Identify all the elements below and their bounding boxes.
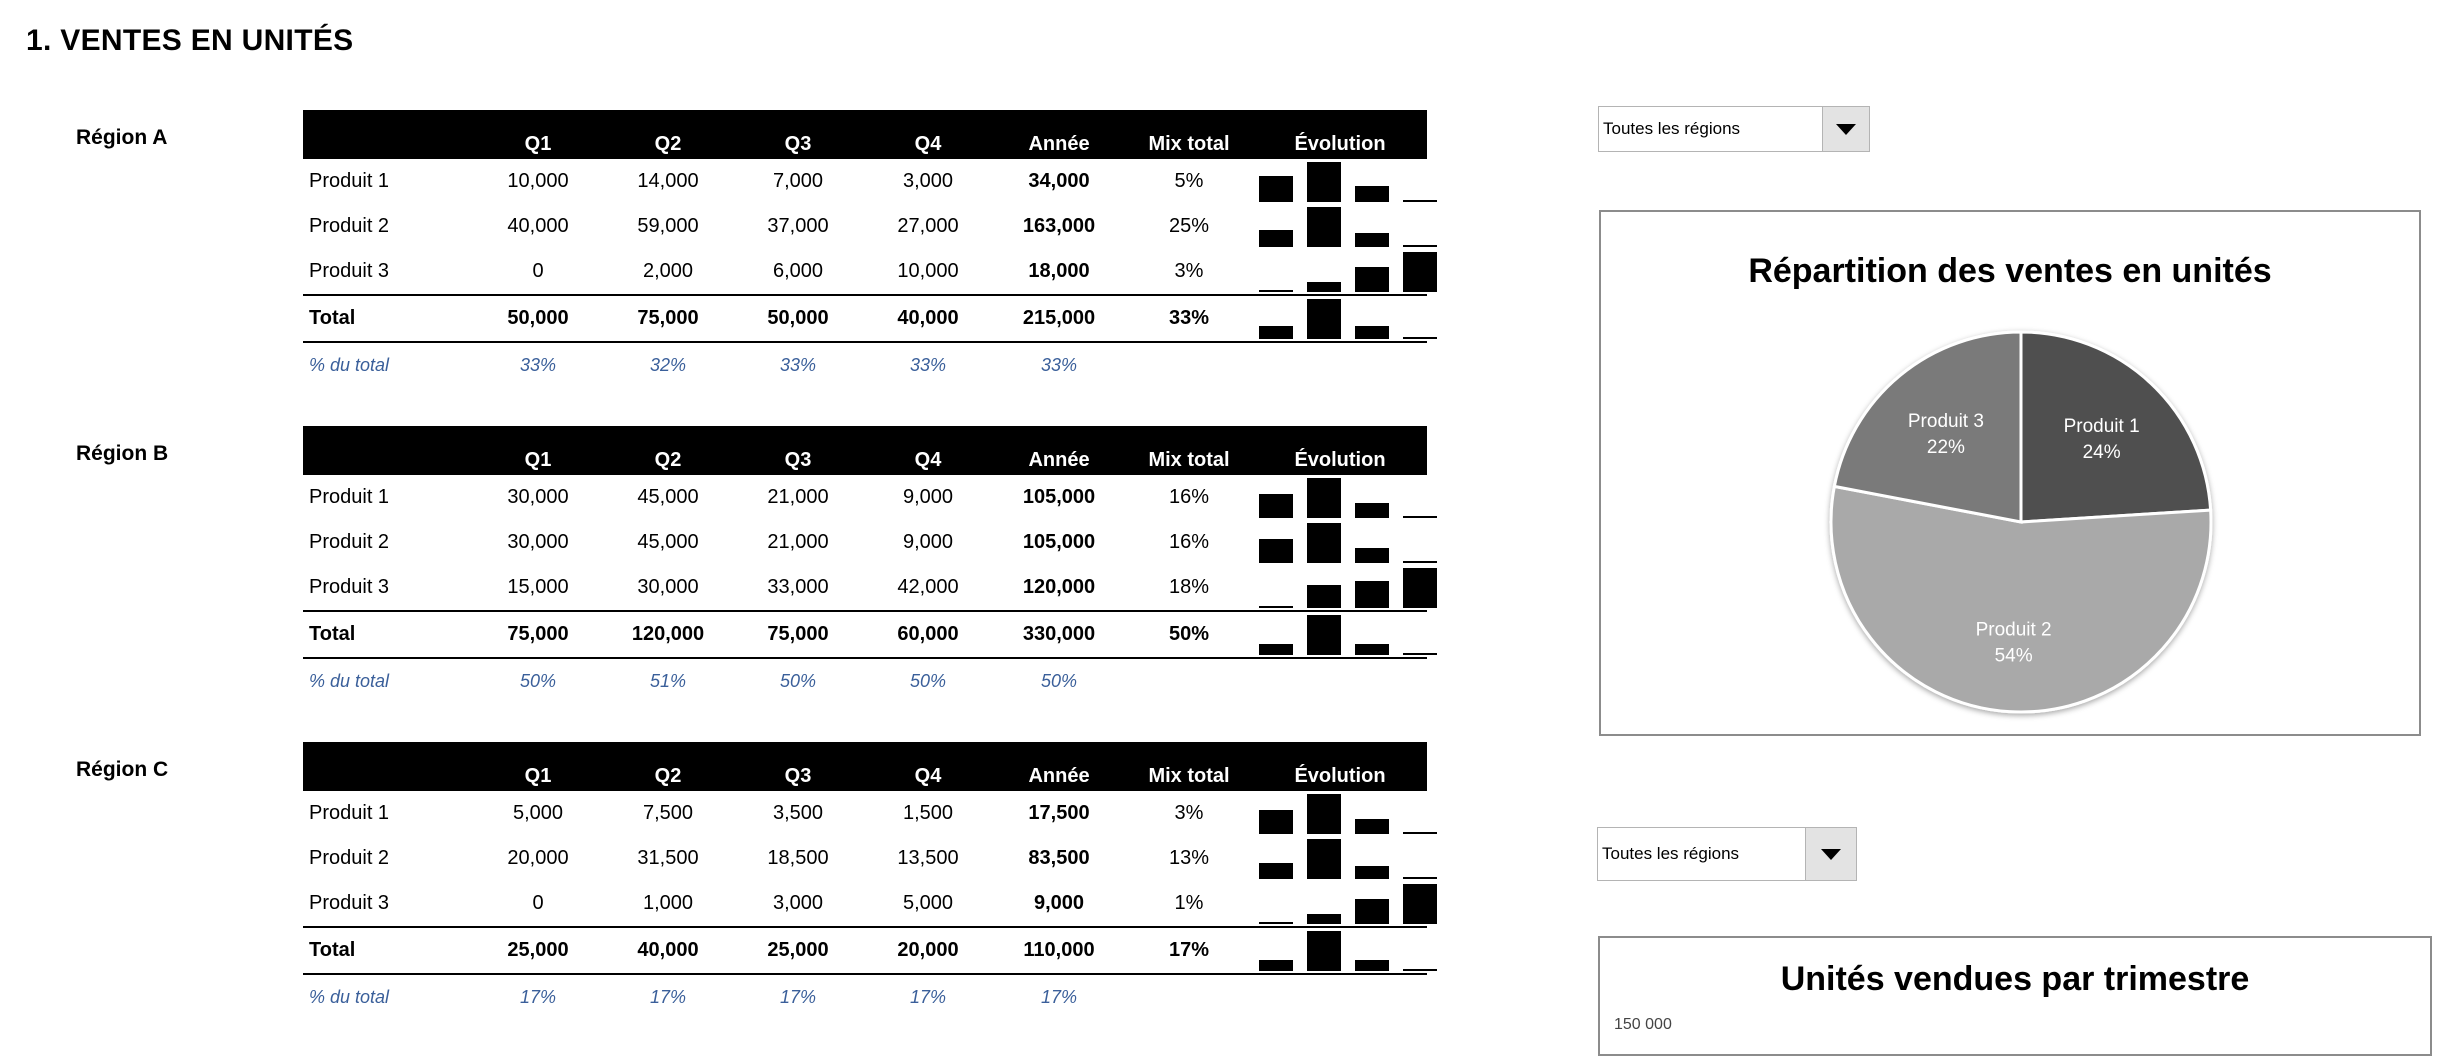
table-row [303,520,1427,565]
q1-value: 75,000 [473,611,603,658]
sparkline-bar [1355,899,1389,924]
row-label: Produit 1 [309,802,390,824]
sparkline-bar [1355,326,1389,339]
q1-value: 25,000 [473,927,603,974]
sparkline-bars [1259,521,1445,563]
empty-cell [1125,342,1253,387]
q1-share: 17% [519,986,557,1007]
table-row [303,249,1427,295]
mix-percent: 5% [1174,170,1204,192]
sparkline-bar [1307,839,1341,879]
sparkline-bars [1259,566,1445,608]
sparkline-bar [1259,644,1293,656]
sparkline-bar [1307,523,1341,563]
header-blank [303,742,473,791]
row-label: Produit 2 [309,215,390,237]
sparkline-bars [1259,613,1445,655]
q1-value: 5,000 [512,802,564,824]
q3-value: 6,000 [772,260,824,282]
row-label: Produit 3 [309,892,390,914]
header-q1: Q1 [473,110,603,159]
sparkline-bars [1259,882,1445,924]
pie-slice-percent-label: 22% [1926,437,1965,459]
header-q1: Q1 [473,742,603,791]
sparkline-bar [1403,252,1437,292]
region-sales-table [303,110,1427,387]
empty-cell [1125,658,1253,703]
q3-value: 3,500 [772,802,824,824]
region-label: Région A [76,126,168,149]
q2-value: 45,000 [637,531,699,553]
header-year: Année [993,426,1125,475]
q4-value: 9,000 [902,486,954,508]
q4-value: 60,000 [863,611,993,658]
region-sales-table [303,426,1427,703]
sparkline-bar [1355,866,1389,879]
q3-value: 75,000 [733,611,863,658]
header-evolution: Évolution [1253,110,1427,159]
sparkline-bar [1355,819,1389,834]
q3-value: 7,000 [772,170,824,192]
q3-value: 50,000 [733,295,863,342]
sparkline-bars [1259,476,1445,518]
row-label: % du total [309,354,390,375]
year-share: 33% [1040,354,1078,375]
total-row [303,611,1427,658]
q1-share: 33% [519,354,557,375]
evolution-sparkline [1253,249,1427,295]
year-share: 50% [1040,670,1078,691]
pie-slice-category-label: Produit 1 [2063,416,2140,438]
q3-value: 21,000 [767,531,829,553]
header-q2: Q2 [603,426,733,475]
mix-percent: 16% [1168,531,1210,553]
header-mix: Mix total [1125,742,1253,791]
sparkline-bar [1259,176,1293,202]
total-row [303,295,1427,342]
q3-value: 37,000 [767,215,829,237]
sparkline-bars [1259,297,1445,339]
q2-value: 45,000 [637,486,699,508]
sparkline-bar [1307,282,1341,292]
row-label: Produit 1 [309,170,390,192]
table-row [303,565,1427,611]
header-evolution: Évolution [1253,426,1427,475]
triangle-down-icon [1821,849,1841,860]
pie-chart [1601,212,2419,734]
header-evolution: Évolution [1253,742,1427,791]
mix-percent: 17% [1125,927,1253,974]
year-total: 105,000 [1022,486,1096,508]
q1-value: 40,000 [507,215,569,237]
bar-dropdown-button[interactable] [1805,828,1856,880]
sparkline-bars [1259,160,1445,202]
q1-value: 30,000 [507,531,569,553]
evolution-sparkline [1253,520,1427,565]
sparkline-bar [1259,960,1293,972]
sparkline-bars [1259,929,1445,971]
evolution-sparkline [1253,565,1427,611]
q2-value: 30,000 [637,576,699,598]
q2-value: 1,000 [642,892,694,914]
sparkline-bar [1355,267,1389,292]
header-q3: Q3 [733,426,863,475]
pie-region-dropdown-value: Toutes les régions [1603,119,1741,138]
row-label: Produit 3 [309,260,390,282]
year-share: 17% [1040,986,1078,1007]
q2-share: 51% [649,670,687,691]
header-blank [303,110,473,159]
table-header-row [303,742,1427,791]
q1-value: 0 [532,260,544,282]
q2-share: 32% [649,354,687,375]
header-q4: Q4 [863,110,993,159]
q3-share: 33% [779,354,817,375]
pie-slice-percent-label: 54% [1994,645,2033,667]
mix-percent: 33% [1125,295,1253,342]
mix-percent: 50% [1125,611,1253,658]
q1-share: 50% [519,670,557,691]
year-total: 83,500 [1028,847,1090,869]
pie-slice-category-label: Produit 3 [1907,411,1984,433]
percent-of-total-row [303,974,1427,1019]
year-total: 120,000 [1022,576,1096,598]
header-q3: Q3 [733,110,863,159]
year-total: 34,000 [1028,170,1090,192]
year-total: 9,000 [1033,892,1085,914]
mix-percent: 1% [1174,892,1204,914]
sparkline-bar [1355,503,1389,518]
year-total: 17,500 [1028,802,1090,824]
header-q2: Q2 [603,110,733,159]
row-label: Produit 2 [309,531,390,553]
sparkline-bars [1259,837,1445,879]
sparkline-bar [1403,568,1437,608]
q3-value: 25,000 [733,927,863,974]
sparkline-bar [1259,494,1293,518]
q4-share: 33% [909,354,947,375]
sparkline-bar [1307,794,1341,834]
year-total: 105,000 [1022,531,1096,553]
table-row [303,475,1427,520]
year-total: 110,000 [993,927,1125,974]
header-q4: Q4 [863,426,993,475]
header-year: Année [993,742,1125,791]
pie-chart-title: Répartition des ventes en unités [1748,252,2272,290]
q4-value: 40,000 [863,295,993,342]
sparkline-bar [1259,326,1293,339]
header-mix: Mix total [1125,426,1253,475]
evolution-sparkline [1253,204,1427,249]
row-label: % du total [309,670,390,691]
sparkline-bar [1259,810,1293,834]
pie-slice-percent-label: 24% [2082,442,2121,464]
sparkline-bars [1259,250,1445,292]
total-row [303,927,1427,974]
sparkline-bar [1355,548,1389,563]
sparkline-bar [1403,884,1437,924]
q4-share: 50% [909,670,947,691]
pie-slice-category-label: Produit 2 [1975,619,2052,641]
evolution-sparkline [1253,475,1427,520]
table-header-row [303,110,1427,159]
empty-cell [1253,974,1427,1019]
mix-percent: 25% [1168,215,1210,237]
header-blank [303,426,473,475]
sparkline-bars [1259,792,1445,834]
sparkline-bar [1403,561,1437,563]
region-label: Région B [76,442,169,465]
q4-value: 10,000 [897,260,959,282]
row-label: Total [303,927,473,974]
q2-value: 40,000 [603,927,733,974]
sparkline-bar [1403,877,1437,879]
q2-value: 120,000 [603,611,733,658]
year-total: 163,000 [1022,215,1096,237]
page-title: 1. VENTES EN UNITÉS [26,24,354,57]
evolution-sparkline [1253,927,1427,974]
q1-value: 30,000 [507,486,569,508]
bar-region-dropdown[interactable] [1597,827,1857,881]
pie-chart-panel [1599,210,2421,736]
evolution-sparkline [1253,611,1427,658]
year-total: 18,000 [1028,260,1090,282]
sparkline-bar [1355,960,1389,972]
row-label: Produit 1 [309,486,390,508]
header-mix: Mix total [1125,110,1253,159]
header-q4: Q4 [863,742,993,791]
header-year: Année [993,110,1125,159]
sparkline-bar [1403,516,1437,518]
sparkline-bar [1355,186,1389,202]
q3-share: 17% [779,986,817,1007]
sparkline-bar [1307,478,1341,518]
row-label: Produit 2 [309,847,390,869]
sparkline-bar [1259,606,1293,608]
q1-value: 10,000 [507,170,569,192]
sparkline-bar [1307,207,1341,247]
sparkline-bar [1307,931,1341,971]
bar-chart-panel [1598,936,2432,1056]
sparkline-bar [1403,832,1437,834]
q1-value: 20,000 [507,847,569,869]
empty-cell [1253,658,1427,703]
q3-value: 3,000 [772,892,824,914]
sparkline-bar [1259,230,1293,247]
bar-chart-axis-label: 150 000 [1614,1016,1672,1033]
q2-share: 17% [649,986,687,1007]
mix-percent: 13% [1168,847,1210,869]
q4-value: 9,000 [902,531,954,553]
sparkline-bars [1259,205,1445,247]
mix-percent: 18% [1168,576,1210,598]
sparkline-bar [1403,200,1437,202]
empty-cell [1125,974,1253,1019]
header-q2: Q2 [603,742,733,791]
evolution-sparkline [1253,881,1427,927]
q3-value: 21,000 [767,486,829,508]
sparkline-bar [1259,539,1293,563]
mix-percent: 16% [1168,486,1210,508]
q2-value: 75,000 [603,295,733,342]
q2-value: 59,000 [637,215,699,237]
q3-value: 18,500 [767,847,829,869]
sparkline-bar [1259,290,1293,292]
pie-region-dropdown[interactable] [1598,106,1870,152]
q3-share: 50% [779,670,817,691]
q1-value: 0 [532,892,544,914]
header-q1: Q1 [473,426,603,475]
row-label: Produit 3 [309,576,390,598]
triangle-down-icon [1836,124,1856,135]
sparkline-bar [1403,653,1437,655]
sparkline-bar [1355,233,1389,247]
q4-value: 20,000 [863,927,993,974]
percent-of-total-row [303,658,1427,703]
q4-value: 13,500 [897,847,959,869]
region-label: Région C [76,758,169,781]
q1-value: 15,000 [507,576,569,598]
row-label: Total [303,295,473,342]
table-row [303,881,1427,927]
year-total: 215,000 [993,295,1125,342]
pie-dropdown-button[interactable] [1822,107,1869,151]
table-row [303,159,1427,204]
q2-value: 31,500 [637,847,699,869]
sparkline-bar [1403,969,1437,971]
evolution-sparkline [1253,295,1427,342]
evolution-sparkline [1253,791,1427,836]
sparkline-bar [1403,337,1437,339]
sparkline-bar [1307,585,1341,608]
q4-value: 27,000 [897,215,959,237]
evolution-sparkline [1253,159,1427,204]
q4-value: 42,000 [897,576,959,598]
sparkline-bar [1355,644,1389,656]
sparkline-bar [1307,299,1341,339]
table-row [303,204,1427,249]
table-row [303,791,1427,836]
q1-value: 50,000 [473,295,603,342]
bar-chart-title: Unités vendues par trimestre [1780,960,2250,998]
sparkline-bar [1307,914,1341,924]
q4-value: 5,000 [902,892,954,914]
year-total: 330,000 [993,611,1125,658]
row-label: Total [303,611,473,658]
table-row [303,836,1427,881]
sparkline-bar [1307,162,1341,202]
q4-share: 17% [909,986,947,1007]
percent-of-total-row [303,342,1427,387]
q4-value: 3,000 [902,170,954,192]
q3-value: 33,000 [767,576,829,598]
q2-value: 14,000 [637,170,699,192]
table-header-row [303,426,1427,475]
mix-percent: 3% [1174,260,1204,282]
sparkline-bar [1403,245,1437,247]
q4-value: 1,500 [902,802,954,824]
sparkline-bar [1259,922,1293,924]
sparkline-bar [1355,581,1389,608]
bar-region-dropdown-value: Toutes les régions [1602,844,1740,863]
header-q3: Q3 [733,742,863,791]
empty-cell [1253,342,1427,387]
q2-value: 2,000 [642,260,694,282]
row-label: % du total [309,986,390,1007]
sparkline-bar [1259,863,1293,879]
q2-value: 7,500 [642,802,694,824]
evolution-sparkline [1253,836,1427,881]
region-sales-table [303,742,1427,1019]
mix-percent: 3% [1174,802,1204,824]
sparkline-bar [1307,615,1341,655]
